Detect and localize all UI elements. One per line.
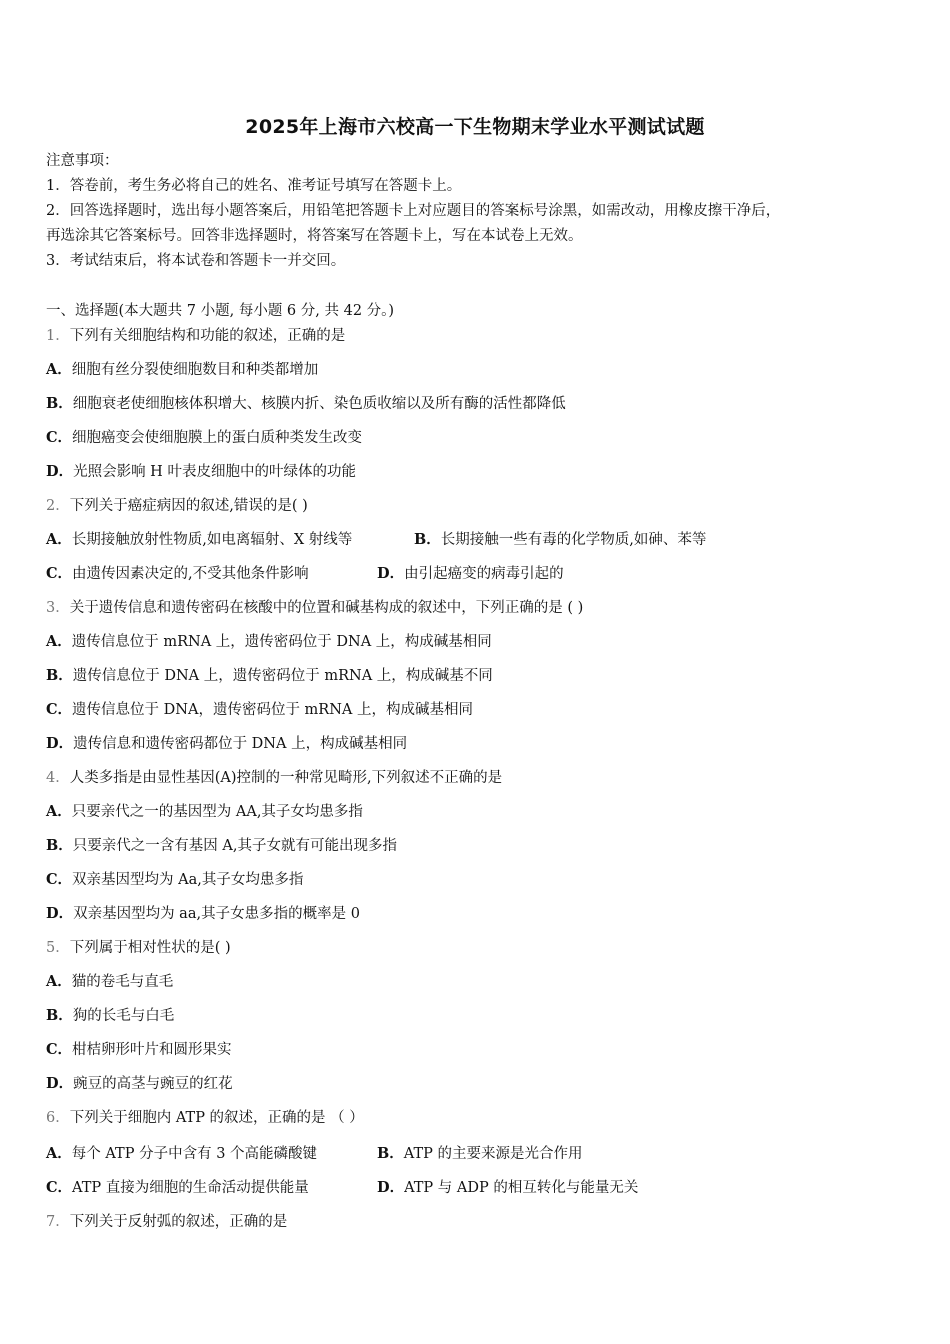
option-letter: B．	[414, 531, 441, 548]
question-2-option-c	[46, 564, 309, 584]
question-5-option-c	[46, 1040, 232, 1060]
question-number: 1．	[46, 328, 70, 344]
option-text: 只要亲代之一含有基因 A,其子女就有可能出现多指	[72, 838, 397, 854]
option-letter: D．	[46, 905, 74, 922]
question-1-option-a	[46, 360, 318, 380]
option-text: 由引起癌变的病毒引起的	[404, 566, 564, 582]
question-number: 3．	[46, 600, 70, 616]
option-letter: A．	[46, 361, 72, 378]
question-5-stem	[46, 938, 231, 958]
option-letter: B．	[46, 395, 73, 412]
option-text: 柑桔卵形叶片和圆形果实	[72, 1042, 232, 1058]
question-5-option-b	[46, 1006, 174, 1026]
question-3-option-c	[46, 700, 473, 720]
notice-item-2-line-2: 再选涂其它答案标号。回答非选择题时，将答案写在答题卡上，写在本试卷上无效。	[46, 228, 583, 244]
option-text: ATP 与 ADP 的相互转化与能量无关	[404, 1180, 639, 1196]
option-letter: C．	[46, 565, 73, 582]
question-3-option-d	[46, 734, 407, 754]
question-text: 下列关于癌症病因的叙述,错误的是( )	[69, 498, 308, 514]
notice-heading: 注意事项：	[46, 153, 119, 169]
question-4-option-a	[46, 802, 363, 822]
question-7-stem	[46, 1212, 287, 1232]
question-2-option-b	[414, 530, 706, 550]
option-letter: A．	[46, 803, 72, 820]
option-text: ATP 直接为细胞的生命活动提供能量	[72, 1180, 309, 1196]
question-4-option-d	[46, 904, 360, 924]
question-1-option-d	[46, 462, 356, 482]
option-text: 细胞癌变会使细胞膜上的蛋白质种类发生改变	[72, 430, 363, 446]
question-6-option-a	[46, 1144, 317, 1164]
option-letter: B．	[377, 1145, 404, 1162]
option-letter: B．	[46, 1007, 73, 1024]
option-text: 细胞衰老使细胞核体积增大、核膜内折、染色质收缩以及所有酶的活性都降低	[72, 396, 566, 412]
question-text: 下列关于反射弧的叙述，正确的是	[69, 1214, 288, 1230]
option-letter: D．	[46, 735, 74, 752]
option-text: 每个 ATP 分子中含有 3 个高能磷酸键	[71, 1146, 318, 1162]
question-2-option-d	[377, 564, 564, 584]
question-number: 2．	[46, 498, 70, 514]
notice-item-3: 3．考试结束后，将本试卷和答题卡一并交回。	[46, 253, 346, 269]
question-6-option-c	[46, 1178, 309, 1198]
option-text: 狗的长毛与白毛	[72, 1008, 175, 1024]
question-4-option-b	[46, 836, 397, 856]
option-letter: B．	[46, 837, 73, 854]
section-heading: 一、选择题(本大题共 7 小题, 每小题 6 分, 共 42 分。)	[46, 303, 395, 319]
option-letter: A．	[46, 633, 72, 650]
option-text: 遗传信息位于 DNA 上，遗传密码位于 mRNA 上，构成碱基不同	[72, 668, 493, 684]
option-text: 双亲基因型均为 aa,其子女患多指的概率是 0	[73, 906, 360, 922]
question-5-option-d	[46, 1074, 233, 1094]
exam-title: 2025年上海市六校高一下生物期末学业水平测试试题	[245, 116, 705, 138]
option-text: ATP 的主要来源是光合作用	[403, 1146, 583, 1162]
option-letter: A．	[46, 531, 72, 548]
option-text: 细胞有丝分裂使细胞数目和种类都增加	[71, 362, 319, 378]
option-text: 由遗传因素决定的,不受其他条件影响	[72, 566, 309, 582]
question-text: 下列属于相对性状的是( )	[69, 940, 231, 956]
option-letter: C．	[46, 871, 73, 888]
option-text: 豌豆的高茎与豌豆的红花	[73, 1076, 233, 1092]
question-3-option-b	[46, 666, 493, 686]
question-1-option-c	[46, 428, 362, 448]
option-letter: B．	[46, 667, 73, 684]
question-5-option-a	[46, 972, 173, 992]
question-text: 人类多指是由显性基因(A)控制的一种常见畸形,下列叙述不正确的是	[69, 770, 503, 786]
option-letter: A．	[46, 1145, 72, 1162]
question-6-option-b	[377, 1144, 582, 1164]
question-6-option-d	[377, 1178, 638, 1198]
option-text: 遗传信息位于 DNA，遗传密码位于 mRNA 上，构成碱基相同	[72, 702, 473, 718]
option-letter: D．	[46, 1075, 74, 1092]
question-text: 下列有关细胞结构和功能的叙述，正确的是	[69, 328, 346, 344]
option-letter: C．	[46, 1179, 73, 1196]
question-4-stem	[46, 768, 502, 788]
question-number: 6．	[46, 1110, 70, 1126]
option-letter: D．	[377, 1179, 405, 1196]
option-letter: A．	[46, 973, 72, 990]
notice-item-2-line-1: 2．回答选择题时，选出每小题答案后，用铅笔把答题卡上对应题目的答案标号涂黑，如需改动，用橡皮擦干净后，	[46, 203, 781, 219]
question-number: 7．	[46, 1214, 70, 1230]
option-text: 猫的卷毛与直毛	[71, 974, 174, 990]
option-text: 长期接触放射性物质,如电离辐射、X 射线等	[71, 532, 353, 548]
option-text: 长期接触一些有毒的化学物质,如砷、苯等	[440, 532, 707, 548]
notice-item-1: 1．答卷前，考生务必将自己的姓名、准考证号填写在答题卡上。	[46, 178, 462, 194]
question-3-option-a	[46, 632, 492, 652]
option-text: 光照会影响 H 叶表皮细胞中的叶绿体的功能	[73, 464, 356, 480]
option-letter: C．	[46, 701, 73, 718]
question-2-stem	[46, 496, 308, 516]
option-letter: C．	[46, 1041, 73, 1058]
option-text: 只要亲代之一的基因型为 AA,其子女均患多指	[71, 804, 363, 820]
question-2-option-a	[46, 530, 352, 550]
question-number: 5．	[46, 940, 70, 956]
question-text: 关于遗传信息和遗传密码在核酸中的位置和碱基构成的叙述中，下列正确的是 ( )	[69, 600, 584, 616]
option-letter: C．	[46, 429, 73, 446]
option-letter: D．	[377, 565, 405, 582]
question-1-stem	[46, 326, 345, 346]
question-1-option-b	[46, 394, 566, 414]
question-6-stem	[46, 1108, 364, 1128]
question-number: 4．	[46, 770, 70, 786]
question-4-option-c	[46, 870, 303, 890]
option-text: 遗传信息位于 mRNA 上，遗传密码位于 DNA 上，构成碱基相同	[71, 634, 492, 650]
option-text: 双亲基因型均为 Aa,其子女均患多指	[72, 872, 304, 888]
question-text: 下列关于细胞内 ATP 的叙述，正确的是 （ ）	[69, 1110, 364, 1126]
option-letter: D．	[46, 463, 74, 480]
option-text: 遗传信息和遗传密码都位于 DNA 上，构成碱基相同	[73, 736, 408, 752]
question-3-stem	[46, 598, 583, 618]
